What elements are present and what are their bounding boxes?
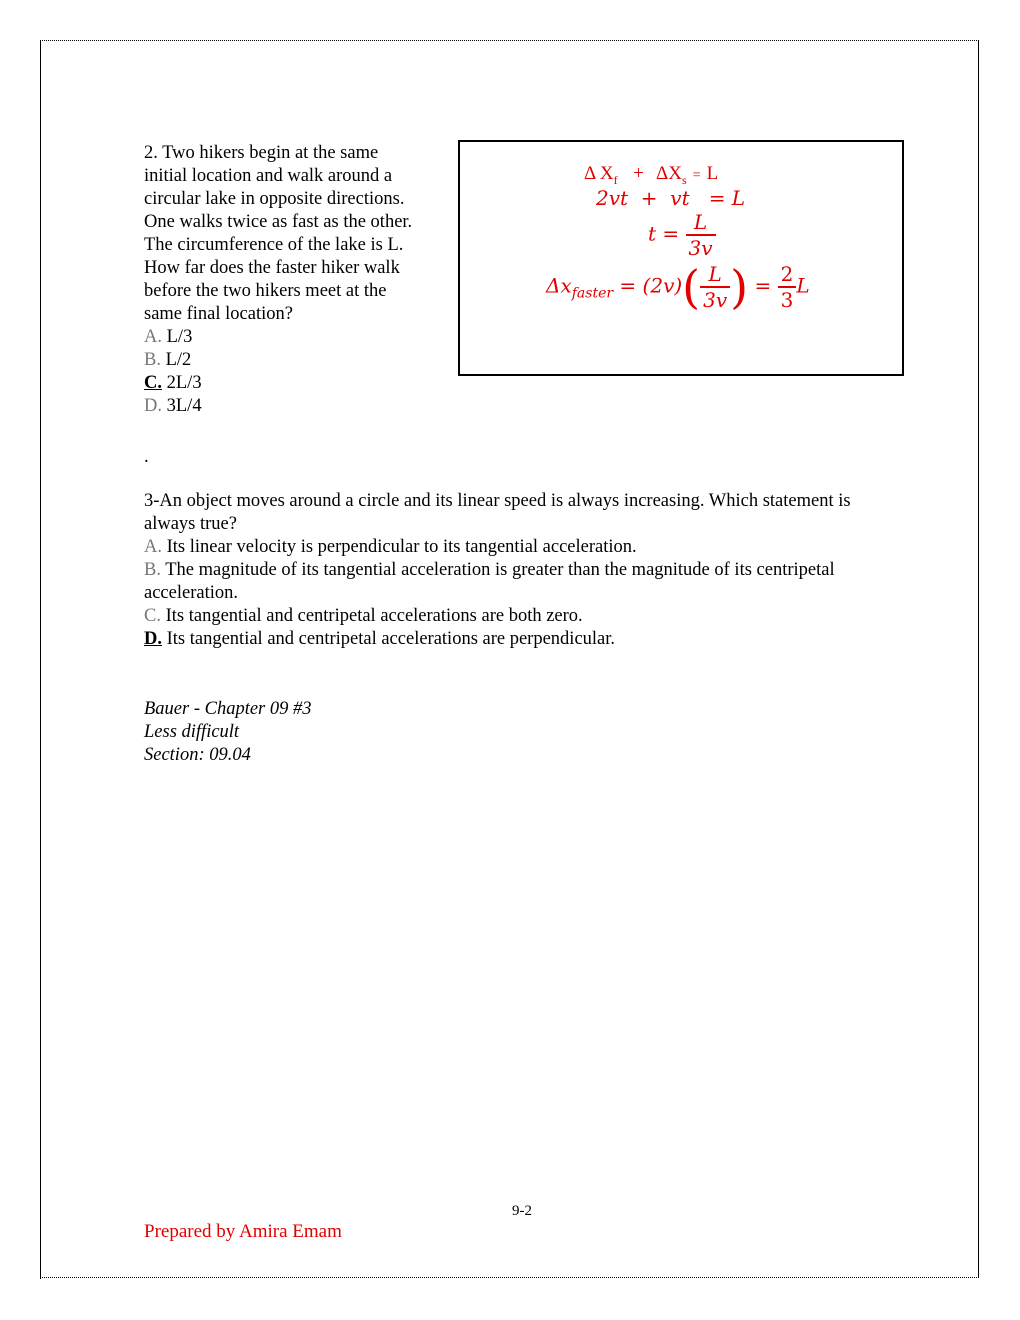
meta-difficulty: Less difficult: [144, 722, 240, 742]
q2-line: 2. Two hikers begin at the same: [144, 143, 379, 163]
solution-line-2: 2vt + vt = L: [596, 186, 746, 210]
q3-option-c: C. Its tangential and centripetal accelerations are both zero.: [144, 606, 583, 626]
q2-line: circular lake in opposite directions.: [144, 189, 405, 209]
q2-line: How far does the faster hiker walk: [144, 258, 400, 278]
solution-line-4: $\Delta x_{faster} = (2v)$( $\frac{L}{3v}$ ) = $\frac{2}{3}$ L: [546, 260, 810, 314]
solution-box: [458, 140, 904, 376]
q3-option-b: B. The magnitude of its tangential acceleration is greater than the magnitude of its centripetal acceleration.: [144, 560, 835, 603]
q2-line: The circumference of the lake is L.: [144, 235, 404, 255]
q2-line: One walks twice as fast as the other.: [144, 212, 413, 232]
meta-section: Section: 09.04: [144, 745, 251, 765]
prepared-by: Prepared by Amira Emam: [144, 1221, 342, 1242]
q2-line: same final location?: [144, 304, 293, 324]
meta-source: Bauer - Chapter 09 #3: [144, 699, 312, 719]
q2-option-d: D. 3L/4: [144, 396, 202, 416]
page-number: 9-2: [512, 1203, 532, 1219]
solution-line-1: Δ $X_f$ + $\Delta X_s = L$: [584, 163, 719, 187]
q2-option-a: A. L/3: [144, 327, 193, 347]
q3-stem: 3-An object moves around a circle and its linear speed is always increasing. Which statement is always true?: [144, 491, 851, 534]
q2-line: initial location and walk around a: [144, 166, 393, 186]
q2-option-b: B. L/2: [144, 350, 192, 370]
q2-line: before the two hikers meet at the: [144, 281, 387, 301]
question-3: [144, 490, 904, 651]
question-2: [144, 142, 444, 418]
q2-option-c-correct: C. 2L/3: [144, 373, 202, 393]
separator: .: [144, 447, 149, 467]
q3-option-d-correct: D. Its tangential and centripetal accelerations are perpendicular.: [144, 629, 616, 649]
q3-option-a: A. Its linear velocity is perpendicular to its tangential acceleration.: [144, 537, 637, 557]
question-meta: [144, 698, 312, 767]
solution-line-3: t = $\frac{L}{3v}$: [648, 210, 716, 260]
